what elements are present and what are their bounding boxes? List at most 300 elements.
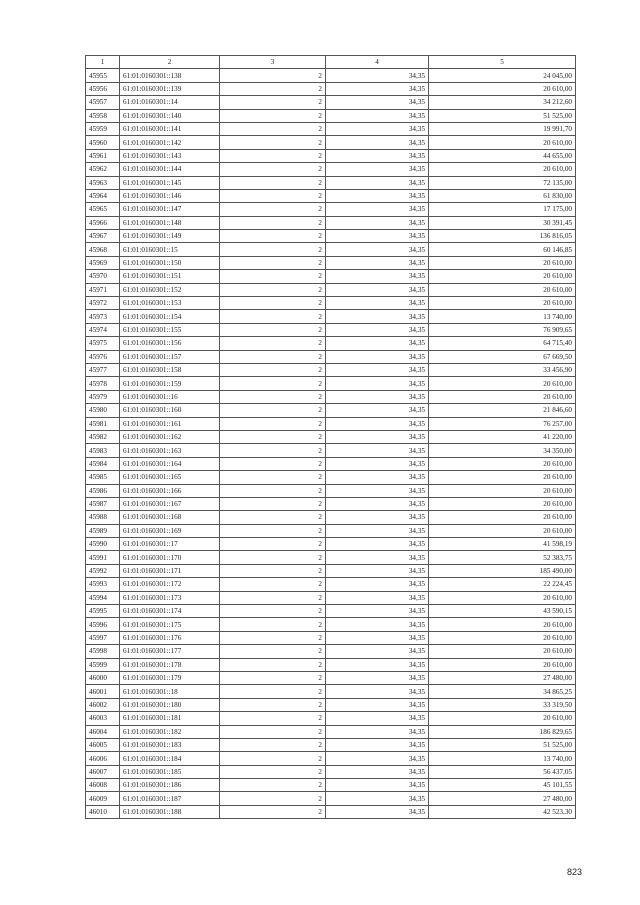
table-cell: 2 bbox=[220, 310, 326, 323]
table-cell: 61:01:0160301::164 bbox=[120, 457, 220, 470]
table-cell: 2 bbox=[220, 390, 326, 403]
table-cell: 61:01:0160301::148 bbox=[120, 216, 220, 229]
table-cell: 45983 bbox=[86, 444, 120, 457]
table-row bbox=[86, 350, 576, 363]
table-cell: 46003 bbox=[86, 712, 120, 725]
table-cell: 34,35 bbox=[326, 792, 429, 805]
table-cell: 61:01:0160301::140 bbox=[120, 109, 220, 122]
table-cell: 2 bbox=[220, 645, 326, 658]
table-cell: 2 bbox=[220, 752, 326, 765]
table-cell: 2 bbox=[220, 136, 326, 149]
column-header-4: 4 bbox=[326, 56, 429, 69]
table-cell: 2 bbox=[220, 216, 326, 229]
table-cell: 34,35 bbox=[326, 698, 429, 711]
table-cell: 41 598,19 bbox=[429, 538, 576, 551]
table-row bbox=[86, 203, 576, 216]
table-cell: 2 bbox=[220, 350, 326, 363]
table-cell: 2 bbox=[220, 96, 326, 109]
table-cell: 34,35 bbox=[326, 297, 429, 310]
column-header-2: 2 bbox=[120, 56, 220, 69]
table-cell: 34,35 bbox=[326, 283, 429, 296]
table-row bbox=[86, 430, 576, 443]
table-cell: 45969 bbox=[86, 256, 120, 269]
table-cell: 51 525,00 bbox=[429, 738, 576, 751]
table-row bbox=[86, 270, 576, 283]
table-row bbox=[86, 538, 576, 551]
table-cell: 34 212,60 bbox=[429, 96, 576, 109]
table-cell: 61:01:0160301::17 bbox=[120, 538, 220, 551]
table-cell: 20 610,00 bbox=[429, 270, 576, 283]
table-cell: 22 224,45 bbox=[429, 578, 576, 591]
table-cell: 61:01:0160301::153 bbox=[120, 297, 220, 310]
table-row bbox=[86, 149, 576, 162]
table-row bbox=[86, 216, 576, 229]
table-cell: 2 bbox=[220, 283, 326, 296]
table-cell: 33 319,50 bbox=[429, 698, 576, 711]
table-cell: 34,35 bbox=[326, 430, 429, 443]
table-cell: 20 610,00 bbox=[429, 163, 576, 176]
table-cell: 61:01:0160301::139 bbox=[120, 82, 220, 95]
table-cell: 34,35 bbox=[326, 671, 429, 684]
table-cell: 61:01:0160301::178 bbox=[120, 658, 220, 671]
table-cell: 2 bbox=[220, 444, 326, 457]
table-cell: 2 bbox=[220, 738, 326, 751]
table-cell: 61:01:0160301::186 bbox=[120, 779, 220, 792]
table-cell: 2 bbox=[220, 189, 326, 202]
table-cell: 2 bbox=[220, 779, 326, 792]
table-cell: 45999 bbox=[86, 658, 120, 671]
table-cell: 2 bbox=[220, 297, 326, 310]
table-cell: 20 610,00 bbox=[429, 645, 576, 658]
table-cell: 34,35 bbox=[326, 685, 429, 698]
table-cell: 45994 bbox=[86, 591, 120, 604]
table-cell: 21 846,60 bbox=[429, 404, 576, 417]
table-cell: 2 bbox=[220, 712, 326, 725]
table-cell: 2 bbox=[220, 270, 326, 283]
table-cell: 46006 bbox=[86, 752, 120, 765]
table-cell: 45986 bbox=[86, 484, 120, 497]
table-cell: 60 146,85 bbox=[429, 243, 576, 256]
table-cell: 51 525,00 bbox=[429, 109, 576, 122]
table-cell: 20 610,00 bbox=[429, 712, 576, 725]
table-row bbox=[86, 323, 576, 336]
table-cell: 19 991,70 bbox=[429, 122, 576, 135]
table-cell: 34,35 bbox=[326, 591, 429, 604]
table-cell: 41 220,00 bbox=[429, 430, 576, 443]
table-cell: 46008 bbox=[86, 779, 120, 792]
table-cell: 2 bbox=[220, 698, 326, 711]
table-cell: 34,35 bbox=[326, 310, 429, 323]
table-row bbox=[86, 738, 576, 751]
table-cell: 2 bbox=[220, 671, 326, 684]
table-cell: 45955 bbox=[86, 69, 120, 82]
table-cell: 45979 bbox=[86, 390, 120, 403]
table-row bbox=[86, 377, 576, 390]
table-row bbox=[86, 712, 576, 725]
table-cell: 42 523,30 bbox=[429, 805, 576, 818]
table-cell: 61:01:0160301::176 bbox=[120, 631, 220, 644]
table-cell: 2 bbox=[220, 792, 326, 805]
table-cell: 20 610,00 bbox=[429, 256, 576, 269]
table-cell: 45956 bbox=[86, 82, 120, 95]
table-cell: 61:01:0160301::141 bbox=[120, 122, 220, 135]
table-row bbox=[86, 658, 576, 671]
table-cell: 20 610,00 bbox=[429, 497, 576, 510]
table-cell: 34 350,00 bbox=[429, 444, 576, 457]
table-row bbox=[86, 283, 576, 296]
table-cell: 34,35 bbox=[326, 390, 429, 403]
table-cell: 45992 bbox=[86, 564, 120, 577]
table-cell: 2 bbox=[220, 417, 326, 430]
table-cell: 45 101,55 bbox=[429, 779, 576, 792]
table-cell: 20 610,00 bbox=[429, 377, 576, 390]
table-cell: 45958 bbox=[86, 109, 120, 122]
table-cell: 2 bbox=[220, 69, 326, 82]
table-cell: 45981 bbox=[86, 417, 120, 430]
table-cell: 61:01:0160301::152 bbox=[120, 283, 220, 296]
table-cell: 20 610,00 bbox=[429, 283, 576, 296]
table-cell: 34,35 bbox=[326, 243, 429, 256]
table-row bbox=[86, 136, 576, 149]
table-cell: 45964 bbox=[86, 189, 120, 202]
table-cell: 61:01:0160301::179 bbox=[120, 671, 220, 684]
table-row bbox=[86, 524, 576, 537]
table-row bbox=[86, 779, 576, 792]
table-cell: 67 669,50 bbox=[429, 350, 576, 363]
table-cell: 20 610,00 bbox=[429, 82, 576, 95]
table-cell: 2 bbox=[220, 805, 326, 818]
table-cell: 61:01:0160301::160 bbox=[120, 404, 220, 417]
table-cell: 34,35 bbox=[326, 618, 429, 631]
table-cell: 46000 bbox=[86, 671, 120, 684]
table-row bbox=[86, 230, 576, 243]
table-cell: 61:01:0160301::155 bbox=[120, 323, 220, 336]
table-cell: 45971 bbox=[86, 283, 120, 296]
table-cell: 45988 bbox=[86, 511, 120, 524]
table-cell: 45998 bbox=[86, 645, 120, 658]
table-cell: 20 610,00 bbox=[429, 658, 576, 671]
table-cell: 61 830,00 bbox=[429, 189, 576, 202]
table-cell: 2 bbox=[220, 551, 326, 564]
table-row bbox=[86, 792, 576, 805]
table-cell: 34,35 bbox=[326, 457, 429, 470]
table-row bbox=[86, 631, 576, 644]
table-cell: 34,35 bbox=[326, 658, 429, 671]
table-cell: 2 bbox=[220, 82, 326, 95]
table-cell: 34,35 bbox=[326, 350, 429, 363]
table-cell: 61:01:0160301::150 bbox=[120, 256, 220, 269]
table-cell: 76 909,65 bbox=[429, 323, 576, 336]
table-row bbox=[86, 390, 576, 403]
table-cell: 45985 bbox=[86, 471, 120, 484]
table-cell: 2 bbox=[220, 122, 326, 135]
table-cell: 27 480,00 bbox=[429, 671, 576, 684]
table-cell: 20 610,00 bbox=[429, 390, 576, 403]
table-row bbox=[86, 444, 576, 457]
table-cell: 61:01:0160301::165 bbox=[120, 471, 220, 484]
table-cell: 20 610,00 bbox=[429, 631, 576, 644]
table-row bbox=[86, 82, 576, 95]
table-cell: 61:01:0160301::14 bbox=[120, 96, 220, 109]
table-cell: 34,35 bbox=[326, 578, 429, 591]
table-row bbox=[86, 256, 576, 269]
table-cell: 45984 bbox=[86, 457, 120, 470]
table-cell: 45961 bbox=[86, 149, 120, 162]
table-cell: 34,35 bbox=[326, 712, 429, 725]
table-cell: 34,35 bbox=[326, 122, 429, 135]
table-cell: 34,35 bbox=[326, 765, 429, 778]
table-cell: 34,35 bbox=[326, 779, 429, 792]
table-cell: 34,35 bbox=[326, 417, 429, 430]
table-cell: 46004 bbox=[86, 725, 120, 738]
column-header-5: 5 bbox=[429, 56, 576, 69]
table-cell: 34,35 bbox=[326, 176, 429, 189]
table-row bbox=[86, 752, 576, 765]
table-cell: 20 610,00 bbox=[429, 457, 576, 470]
table-row bbox=[86, 511, 576, 524]
table-cell: 2 bbox=[220, 524, 326, 537]
table-cell: 34,35 bbox=[326, 497, 429, 510]
table-row bbox=[86, 471, 576, 484]
table-cell: 2 bbox=[220, 765, 326, 778]
table-cell: 2 bbox=[220, 323, 326, 336]
table-cell: 34,35 bbox=[326, 564, 429, 577]
table-cell: 61:01:0160301::144 bbox=[120, 163, 220, 176]
table-cell: 34,35 bbox=[326, 163, 429, 176]
table-cell: 2 bbox=[220, 471, 326, 484]
column-header-1: 1 bbox=[86, 56, 120, 69]
table-row bbox=[86, 725, 576, 738]
table-cell: 34,35 bbox=[326, 109, 429, 122]
table-row bbox=[86, 551, 576, 564]
table-cell: 61:01:0160301::184 bbox=[120, 752, 220, 765]
table-cell: 45972 bbox=[86, 297, 120, 310]
table-row bbox=[86, 805, 576, 818]
table-cell: 45989 bbox=[86, 524, 120, 537]
table-cell: 27 480,00 bbox=[429, 792, 576, 805]
table-cell: 61:01:0160301::183 bbox=[120, 738, 220, 751]
table-cell: 45963 bbox=[86, 176, 120, 189]
table-cell: 34,35 bbox=[326, 645, 429, 658]
table-cell: 45993 bbox=[86, 578, 120, 591]
table-cell: 61:01:0160301::187 bbox=[120, 792, 220, 805]
table-cell: 2 bbox=[220, 337, 326, 350]
table-cell: 61:01:0160301::163 bbox=[120, 444, 220, 457]
table-cell: 34,35 bbox=[326, 631, 429, 644]
table-cell: 34,35 bbox=[326, 752, 429, 765]
table-cell: 185 490,00 bbox=[429, 564, 576, 577]
table-cell: 61:01:0160301::15 bbox=[120, 243, 220, 256]
table-cell: 2 bbox=[220, 591, 326, 604]
table-cell: 2 bbox=[220, 538, 326, 551]
table-row bbox=[86, 417, 576, 430]
table-cell: 33 456,90 bbox=[429, 363, 576, 376]
table-cell: 61:01:0160301::16 bbox=[120, 390, 220, 403]
table-cell: 34,35 bbox=[326, 471, 429, 484]
table-cell: 45975 bbox=[86, 337, 120, 350]
table-cell: 61:01:0160301::157 bbox=[120, 350, 220, 363]
table-cell: 45962 bbox=[86, 163, 120, 176]
table-cell: 2 bbox=[220, 725, 326, 738]
table-cell: 136 816,05 bbox=[429, 230, 576, 243]
table-cell: 20 610,00 bbox=[429, 471, 576, 484]
data-table bbox=[85, 55, 576, 819]
table-cell: 34,35 bbox=[326, 363, 429, 376]
table-cell: 24 045,00 bbox=[429, 69, 576, 82]
table-cell: 61:01:0160301::145 bbox=[120, 176, 220, 189]
table-cell: 20 610,00 bbox=[429, 524, 576, 537]
table-cell: 61:01:0160301::142 bbox=[120, 136, 220, 149]
table-cell: 2 bbox=[220, 685, 326, 698]
table-row bbox=[86, 605, 576, 618]
table-row bbox=[86, 243, 576, 256]
table-cell: 45967 bbox=[86, 230, 120, 243]
table-cell: 2 bbox=[220, 109, 326, 122]
table-cell: 34,35 bbox=[326, 444, 429, 457]
table-cell: 34,35 bbox=[326, 404, 429, 417]
table-cell: 44 655,00 bbox=[429, 149, 576, 162]
table-row bbox=[86, 163, 576, 176]
table-cell: 20 610,00 bbox=[429, 297, 576, 310]
table-cell: 45968 bbox=[86, 243, 120, 256]
table-cell: 61:01:0160301::149 bbox=[120, 230, 220, 243]
table-cell: 20 610,00 bbox=[429, 136, 576, 149]
table-cell: 45996 bbox=[86, 618, 120, 631]
table-cell: 2 bbox=[220, 497, 326, 510]
table-cell: 52 383,75 bbox=[429, 551, 576, 564]
table-cell: 2 bbox=[220, 256, 326, 269]
table-cell: 61:01:0160301::158 bbox=[120, 363, 220, 376]
table-row bbox=[86, 297, 576, 310]
table-cell: 61:01:0160301::177 bbox=[120, 645, 220, 658]
document-page bbox=[85, 55, 575, 819]
table-cell: 20 610,00 bbox=[429, 511, 576, 524]
table-cell: 34,35 bbox=[326, 538, 429, 551]
table-cell: 61:01:0160301::167 bbox=[120, 497, 220, 510]
table-cell: 2 bbox=[220, 203, 326, 216]
table-cell: 2 bbox=[220, 176, 326, 189]
table-cell: 61:01:0160301::168 bbox=[120, 511, 220, 524]
table-cell: 2 bbox=[220, 230, 326, 243]
table-cell: 61:01:0160301::172 bbox=[120, 578, 220, 591]
table-cell: 13 740,00 bbox=[429, 752, 576, 765]
table-cell: 61:01:0160301::154 bbox=[120, 310, 220, 323]
table-cell: 61:01:0160301::159 bbox=[120, 377, 220, 390]
table-cell: 61:01:0160301::169 bbox=[120, 524, 220, 537]
table-cell: 61:01:0160301::162 bbox=[120, 430, 220, 443]
table-cell: 20 610,00 bbox=[429, 618, 576, 631]
table-cell: 34,35 bbox=[326, 805, 429, 818]
table-cell: 61:01:0160301::138 bbox=[120, 69, 220, 82]
table-cell: 34,35 bbox=[326, 82, 429, 95]
table-row bbox=[86, 109, 576, 122]
table-cell: 46001 bbox=[86, 685, 120, 698]
table-cell: 34,35 bbox=[326, 337, 429, 350]
table-cell: 61:01:0160301::146 bbox=[120, 189, 220, 202]
table-cell: 45977 bbox=[86, 363, 120, 376]
table-cell: 20 610,00 bbox=[429, 484, 576, 497]
table-cell: 2 bbox=[220, 363, 326, 376]
table-cell: 34,35 bbox=[326, 270, 429, 283]
page-number: 823 bbox=[566, 867, 582, 877]
table-body bbox=[86, 69, 576, 819]
table-cell: 45980 bbox=[86, 404, 120, 417]
table-cell: 2 bbox=[220, 605, 326, 618]
table-row bbox=[86, 671, 576, 684]
table-cell: 56 437,05 bbox=[429, 765, 576, 778]
table-row bbox=[86, 497, 576, 510]
table-cell: 45997 bbox=[86, 631, 120, 644]
table-cell: 72 135,00 bbox=[429, 176, 576, 189]
table-cell: 45959 bbox=[86, 122, 120, 135]
table-cell: 61:01:0160301::181 bbox=[120, 712, 220, 725]
table-cell: 2 bbox=[220, 243, 326, 256]
table-cell: 34,35 bbox=[326, 216, 429, 229]
table-cell: 61:01:0160301::185 bbox=[120, 765, 220, 778]
table-cell: 45978 bbox=[86, 377, 120, 390]
table-row bbox=[86, 176, 576, 189]
table-cell: 61:01:0160301::188 bbox=[120, 805, 220, 818]
table-cell: 34,35 bbox=[326, 524, 429, 537]
table-row bbox=[86, 310, 576, 323]
table-cell: 61:01:0160301::175 bbox=[120, 618, 220, 631]
table-cell: 2 bbox=[220, 377, 326, 390]
table-cell: 2 bbox=[220, 457, 326, 470]
table-cell: 34,35 bbox=[326, 96, 429, 109]
table-cell: 34,35 bbox=[326, 377, 429, 390]
table-cell: 2 bbox=[220, 163, 326, 176]
table-cell: 20 610,00 bbox=[429, 591, 576, 604]
table-cell: 34,35 bbox=[326, 203, 429, 216]
table-cell: 45995 bbox=[86, 605, 120, 618]
table-cell: 2 bbox=[220, 618, 326, 631]
table-row bbox=[86, 698, 576, 711]
table-cell: 34,35 bbox=[326, 189, 429, 202]
table-row bbox=[86, 122, 576, 135]
table-cell: 45974 bbox=[86, 323, 120, 336]
table-cell: 45957 bbox=[86, 96, 120, 109]
table-cell: 13 740,00 bbox=[429, 310, 576, 323]
table-cell: 45990 bbox=[86, 538, 120, 551]
table-cell: 61:01:0160301::173 bbox=[120, 591, 220, 604]
table-cell: 61:01:0160301::147 bbox=[120, 203, 220, 216]
table-cell: 2 bbox=[220, 430, 326, 443]
table-cell: 46005 bbox=[86, 738, 120, 751]
table-cell: 34,35 bbox=[326, 738, 429, 751]
table-cell: 34 865,25 bbox=[429, 685, 576, 698]
table-cell: 61:01:0160301::171 bbox=[120, 564, 220, 577]
table-cell: 34,35 bbox=[326, 149, 429, 162]
table-cell: 34,35 bbox=[326, 230, 429, 243]
table-row bbox=[86, 685, 576, 698]
column-header-3: 3 bbox=[220, 56, 326, 69]
table-row bbox=[86, 363, 576, 376]
table-cell: 34,35 bbox=[326, 725, 429, 738]
table-cell: 2 bbox=[220, 484, 326, 497]
table-row bbox=[86, 645, 576, 658]
table-cell: 2 bbox=[220, 631, 326, 644]
table-cell: 61:01:0160301::174 bbox=[120, 605, 220, 618]
table-cell: 61:01:0160301::161 bbox=[120, 417, 220, 430]
table-cell: 46007 bbox=[86, 765, 120, 778]
table-cell: 61:01:0160301::151 bbox=[120, 270, 220, 283]
table-cell: 45987 bbox=[86, 497, 120, 510]
table-row bbox=[86, 578, 576, 591]
table-cell: 45970 bbox=[86, 270, 120, 283]
table-cell: 34,35 bbox=[326, 323, 429, 336]
table-cell: 34,35 bbox=[326, 484, 429, 497]
table-cell: 34,35 bbox=[326, 605, 429, 618]
